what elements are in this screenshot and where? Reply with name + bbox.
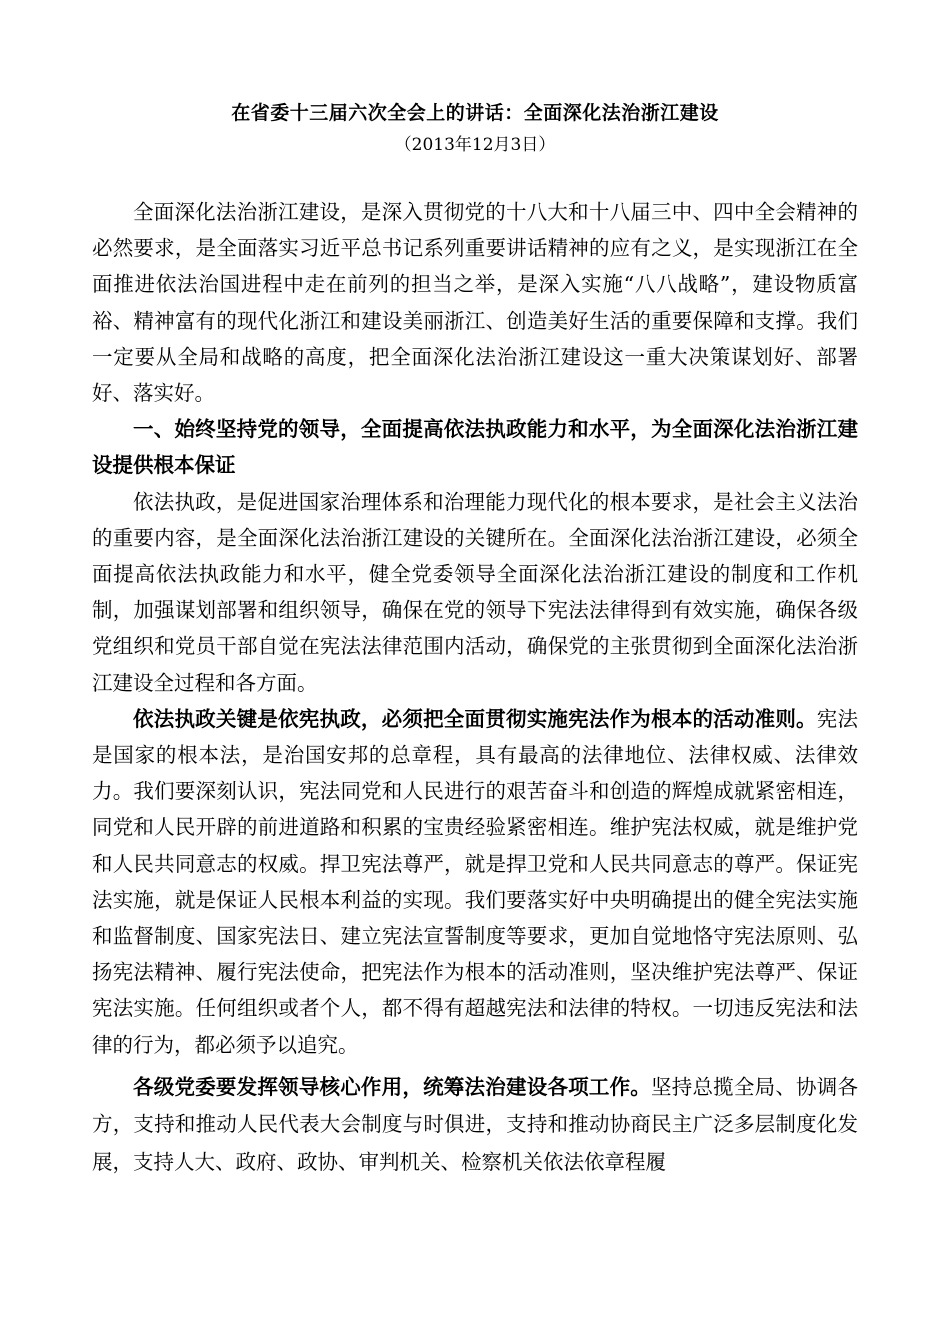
document-date: （2013年12月3日） <box>394 135 556 155</box>
paragraph-body-text: 坚持总揽全局、协调各方，支持和推动人民代表大会制度与时俱进，支持和推动协商民主广泛多层制度化发展，支持人大、政府、政协、审判机关、检察机关依法依章程履 <box>92 1074 859 1175</box>
document-page <box>92 96 858 1182</box>
paragraph-lead-sentence: 各级党委要发挥领导核心作用，统筹法治建设各项工作。 <box>133 1074 652 1099</box>
section1-paragraph-1: 依法执政，是促进国家治理体系和治理能力现代化的根本要求，是社会主义法治的重要内容，是全面深化法治浙江建设的关键所在。全面深化法治浙江建设，必须全面提高依法执政能力和水平，健全党委领导全面深化法治浙江建设的制度和工作机制，加强谋划部署和组织领导，确保在党的领导下宪法法律得到有效实施，确保各级党组织和党员干部自觉在宪法法律范围内活动，确保党的主张贯彻到全面深化法治浙江建设全过程和各方面。 <box>92 489 858 695</box>
paragraph-lead-sentence: 依法执政关键是依宪执政，必须把全面贯彻实施宪法作为根本的活动准则。 <box>133 706 817 731</box>
section1-paragraph-3 <box>92 1069 858 1182</box>
paragraph-body-text: 宪法是国家的根本法，是治国安邦的总章程，具有最高的法律地位、法律权威、法律效力。我们要深刻认识，宪法同党和人民进行的艰苦奋斗和创造的辉煌成就紧密相连，同党和人民开辟的前进道路和积累的宝贵经验紧密相连。维护宪法权威，就是维护党和人民共同意志的权威。捍卫宪法尊严，就是捍卫党和人民共同意志的尊严。保证宪法实施，就是保证人民根本利益的实现。我们要落实好中央明确提出的健全宪法实施和监督制度、国家宪法日、建立宪法宣誓制度等要求，更加自觉地恪守宪法原则、弘扬宪法精神、履行宪法使命，把宪法作为根本的活动准则，坚决维护宪法尊严、保证宪法实施。任何组织或者个人，都不得有超越宪法和法律的特权。一切违反宪法和法律的行为，都必须予以追究。 <box>92 706 859 1057</box>
section1-paragraph-2 <box>92 701 858 1063</box>
document-body <box>92 194 858 1182</box>
document-title: 在省委十三届六次全会上的讲话：全面深化法治浙江建设 <box>231 102 719 124</box>
intro-paragraph: 全面深化法治浙江建设，是深入贯彻党的十八大和十八届三中、四中全会精神的必然要求，是全面落实习近平总书记系列重要讲话精神的应有之义，是实现浙江在全面推进依法治国进程中走在前列的担当之举，是深入实施“八八战略”，建设物质富裕、精神富有的现代化浙江和建设美丽浙江、创造美好生活的重要保障和支撑。我们一定要从全局和战略的高度，把全面深化法治浙江建设这一重大决策谋划好、部署好、落实好。 <box>92 200 858 406</box>
section-heading-1: 一、始终坚持党的领导，全面提高依法执政能力和水平，为全面深化法治浙江建设提供根本保证 <box>92 417 858 478</box>
